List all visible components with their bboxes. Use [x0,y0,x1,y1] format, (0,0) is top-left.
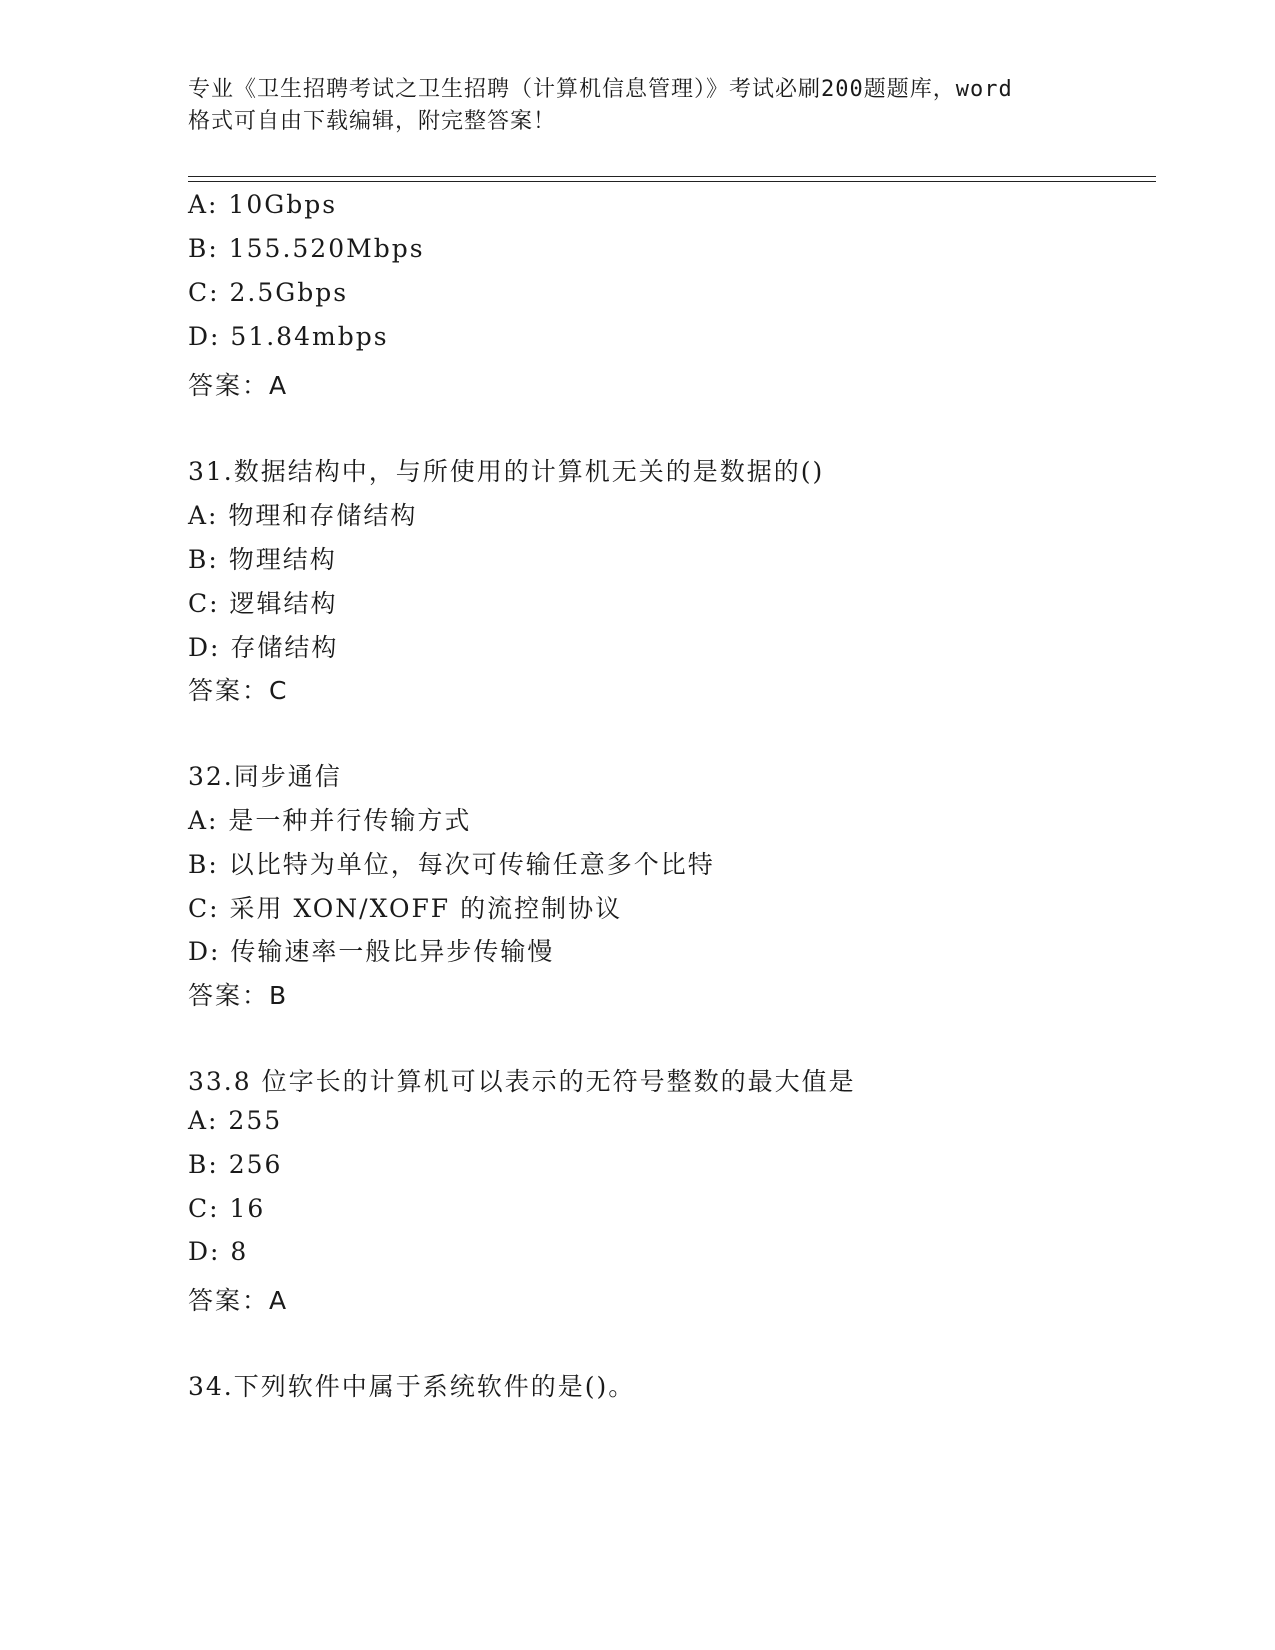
q34-question: 34.下列软件中属于系统软件的是()。 [188,1372,636,1401]
q30-option-d: D: 51.84mbps [188,322,389,351]
q32-option-a: A: 是一种并行传输方式 [188,806,472,835]
q33-option-d: D: 8 [188,1237,249,1266]
q31-option-d: D: 存储结构 [188,633,339,662]
header-divider-bottom [188,181,1156,182]
header-line-2: 格式可自由下载编辑，附完整答案！ [188,109,557,134]
q32-option-c: C: 采用 XON/XOFF 的流控制协议 [188,894,623,923]
q33-option-a: A: 255 [188,1106,283,1135]
q33-answer: 答案：A [188,1286,289,1315]
q33-option-b: B: 256 [188,1150,283,1179]
q30-answer: 答案：A [188,371,289,400]
document-header [188,74,1088,138]
header-divider-top [188,176,1156,177]
q30-option-a: A: 10Gbps [188,190,338,219]
q30-option-c: C: 2.5Gbps [188,278,349,307]
q32-option-b: B: 以比特为单位，每次可传输任意多个比特 [188,850,715,879]
q32-answer: 答案：B [188,981,289,1010]
q31-option-a: A: 物理和存储结构 [188,501,418,530]
q30-option-b: B: 155.520Mbps [188,234,425,263]
q32-option-d: D: 传输速率一般比异步传输慢 [188,937,555,966]
header-line-1: 专业《卫生招聘考试之卫生招聘（计算机信息管理）》考试必刷200题题库，word [188,77,1013,102]
q31-option-b: B: 物理结构 [188,545,337,574]
q31-question: 31.数据结构中，与所使用的计算机无关的是数据的() [188,457,825,486]
q31-option-c: C: 逻辑结构 [188,589,338,618]
q32-question: 32.同步通信 [188,762,342,791]
q31-answer: 答案：C [188,676,289,705]
q33-question: 33.8 位字长的计算机可以表示的无符号整数的最大值是 [188,1067,856,1096]
q33-option-c: C: 16 [188,1194,266,1223]
